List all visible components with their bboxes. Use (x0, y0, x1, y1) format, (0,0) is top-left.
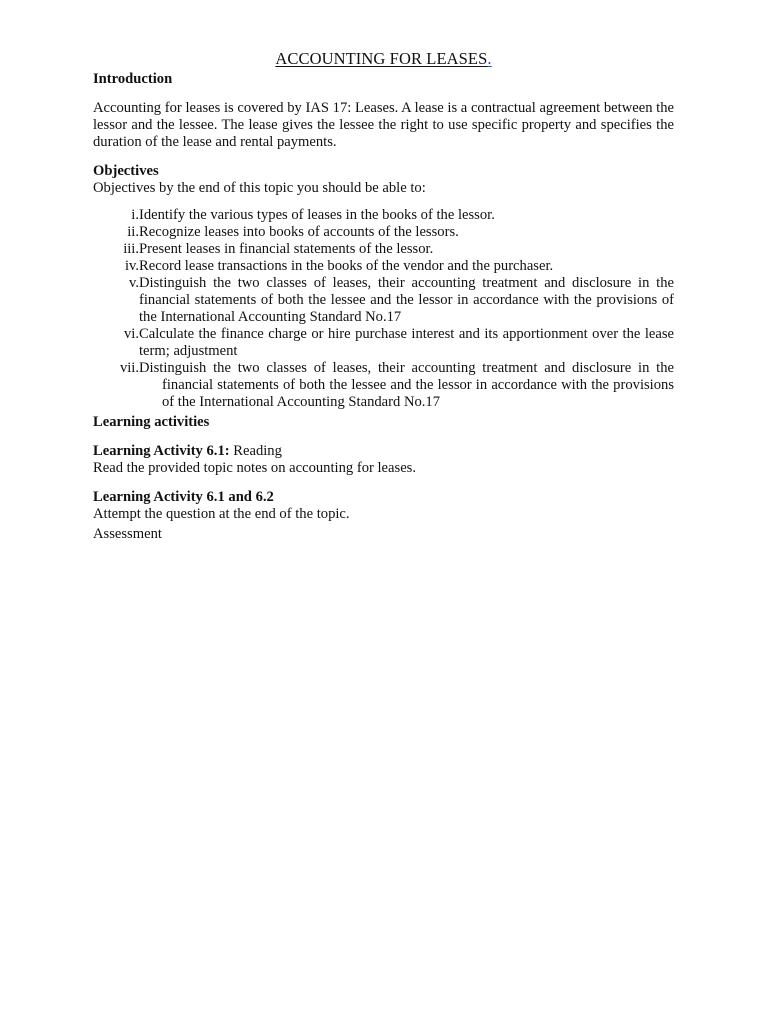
list-item (93, 207, 674, 224)
page-title (93, 49, 674, 69)
objectives-heading: Objectives (93, 163, 159, 179)
list-item (93, 275, 674, 326)
learning-activity-2-text: Attempt the question at the end of the topic. (93, 506, 350, 522)
page-title-dot: . (487, 49, 492, 68)
list-item (93, 360, 674, 411)
introduction-paragraph: Accounting for leases is covered by IAS 17: Leases. A lease is a contractual agreement between the lessor and the lessee. The lease gives the lessee the right to use specific property and specifies the duration of the lease and rental payments. (93, 100, 674, 150)
list-item-text: Distinguish the two classes of leases, their accounting treatment and disclosure in the financial statements of both the lessee and the lessor in accordance with the provisions of the International Accounting Standard No.17 (139, 275, 674, 325)
learning-activity-1-text: Read the provided topic notes on accounting for leases. (93, 460, 416, 476)
list-item-text: Calculate the finance charge or hire purchase interest and its apportionment over the lease term; adjustment (139, 326, 674, 359)
learning-activity-1-label: Learning Activity 6.1: (93, 443, 230, 459)
list-item (93, 258, 674, 275)
list-item-number: iv. (124, 258, 139, 274)
list-item (93, 224, 674, 241)
learning-activity-1-type: Reading (229, 443, 282, 459)
list-item-number: iii. (123, 241, 139, 257)
list-item-text: Identify the various types of leases in the books of the lessor. (139, 207, 495, 223)
objectives-lead: Objectives by the end of this topic you should be able to: (93, 180, 426, 196)
list-item (93, 326, 674, 360)
introduction-heading: Introduction (93, 71, 173, 87)
list-item-number: i. (131, 207, 139, 223)
list-item-text: Record lease transactions in the books of the vendor and the purchaser. (139, 258, 554, 274)
learning-activities-heading: Learning activities (93, 414, 210, 430)
list-item-text: Present leases in financial statements of the lessor. (139, 241, 434, 257)
list-item-number: vi. (124, 326, 139, 342)
list-item-text: Distinguish the two classes of leases, their accounting treatment and disclosure in the financial statements of both the lessee and the lessor in accordance with the provisions of the International Accounting Standard No.17 (139, 360, 674, 410)
list-item-number: ii. (127, 224, 139, 240)
assessment-label: Assessment (93, 526, 162, 542)
list-item-number: vii. (119, 360, 139, 376)
learning-activity-2-title: Learning Activity 6.1 and 6.2 (93, 489, 274, 505)
list-item (93, 241, 674, 258)
learning-activity-1-title (93, 443, 674, 460)
list-item-number: v. (129, 275, 139, 291)
objectives-list (93, 207, 674, 411)
document-page (93, 49, 674, 543)
list-item-text: Recognize leases into books of accounts of the lessors. (139, 224, 459, 240)
page-title-text: ACCOUNTING FOR LEASES (275, 49, 488, 68)
